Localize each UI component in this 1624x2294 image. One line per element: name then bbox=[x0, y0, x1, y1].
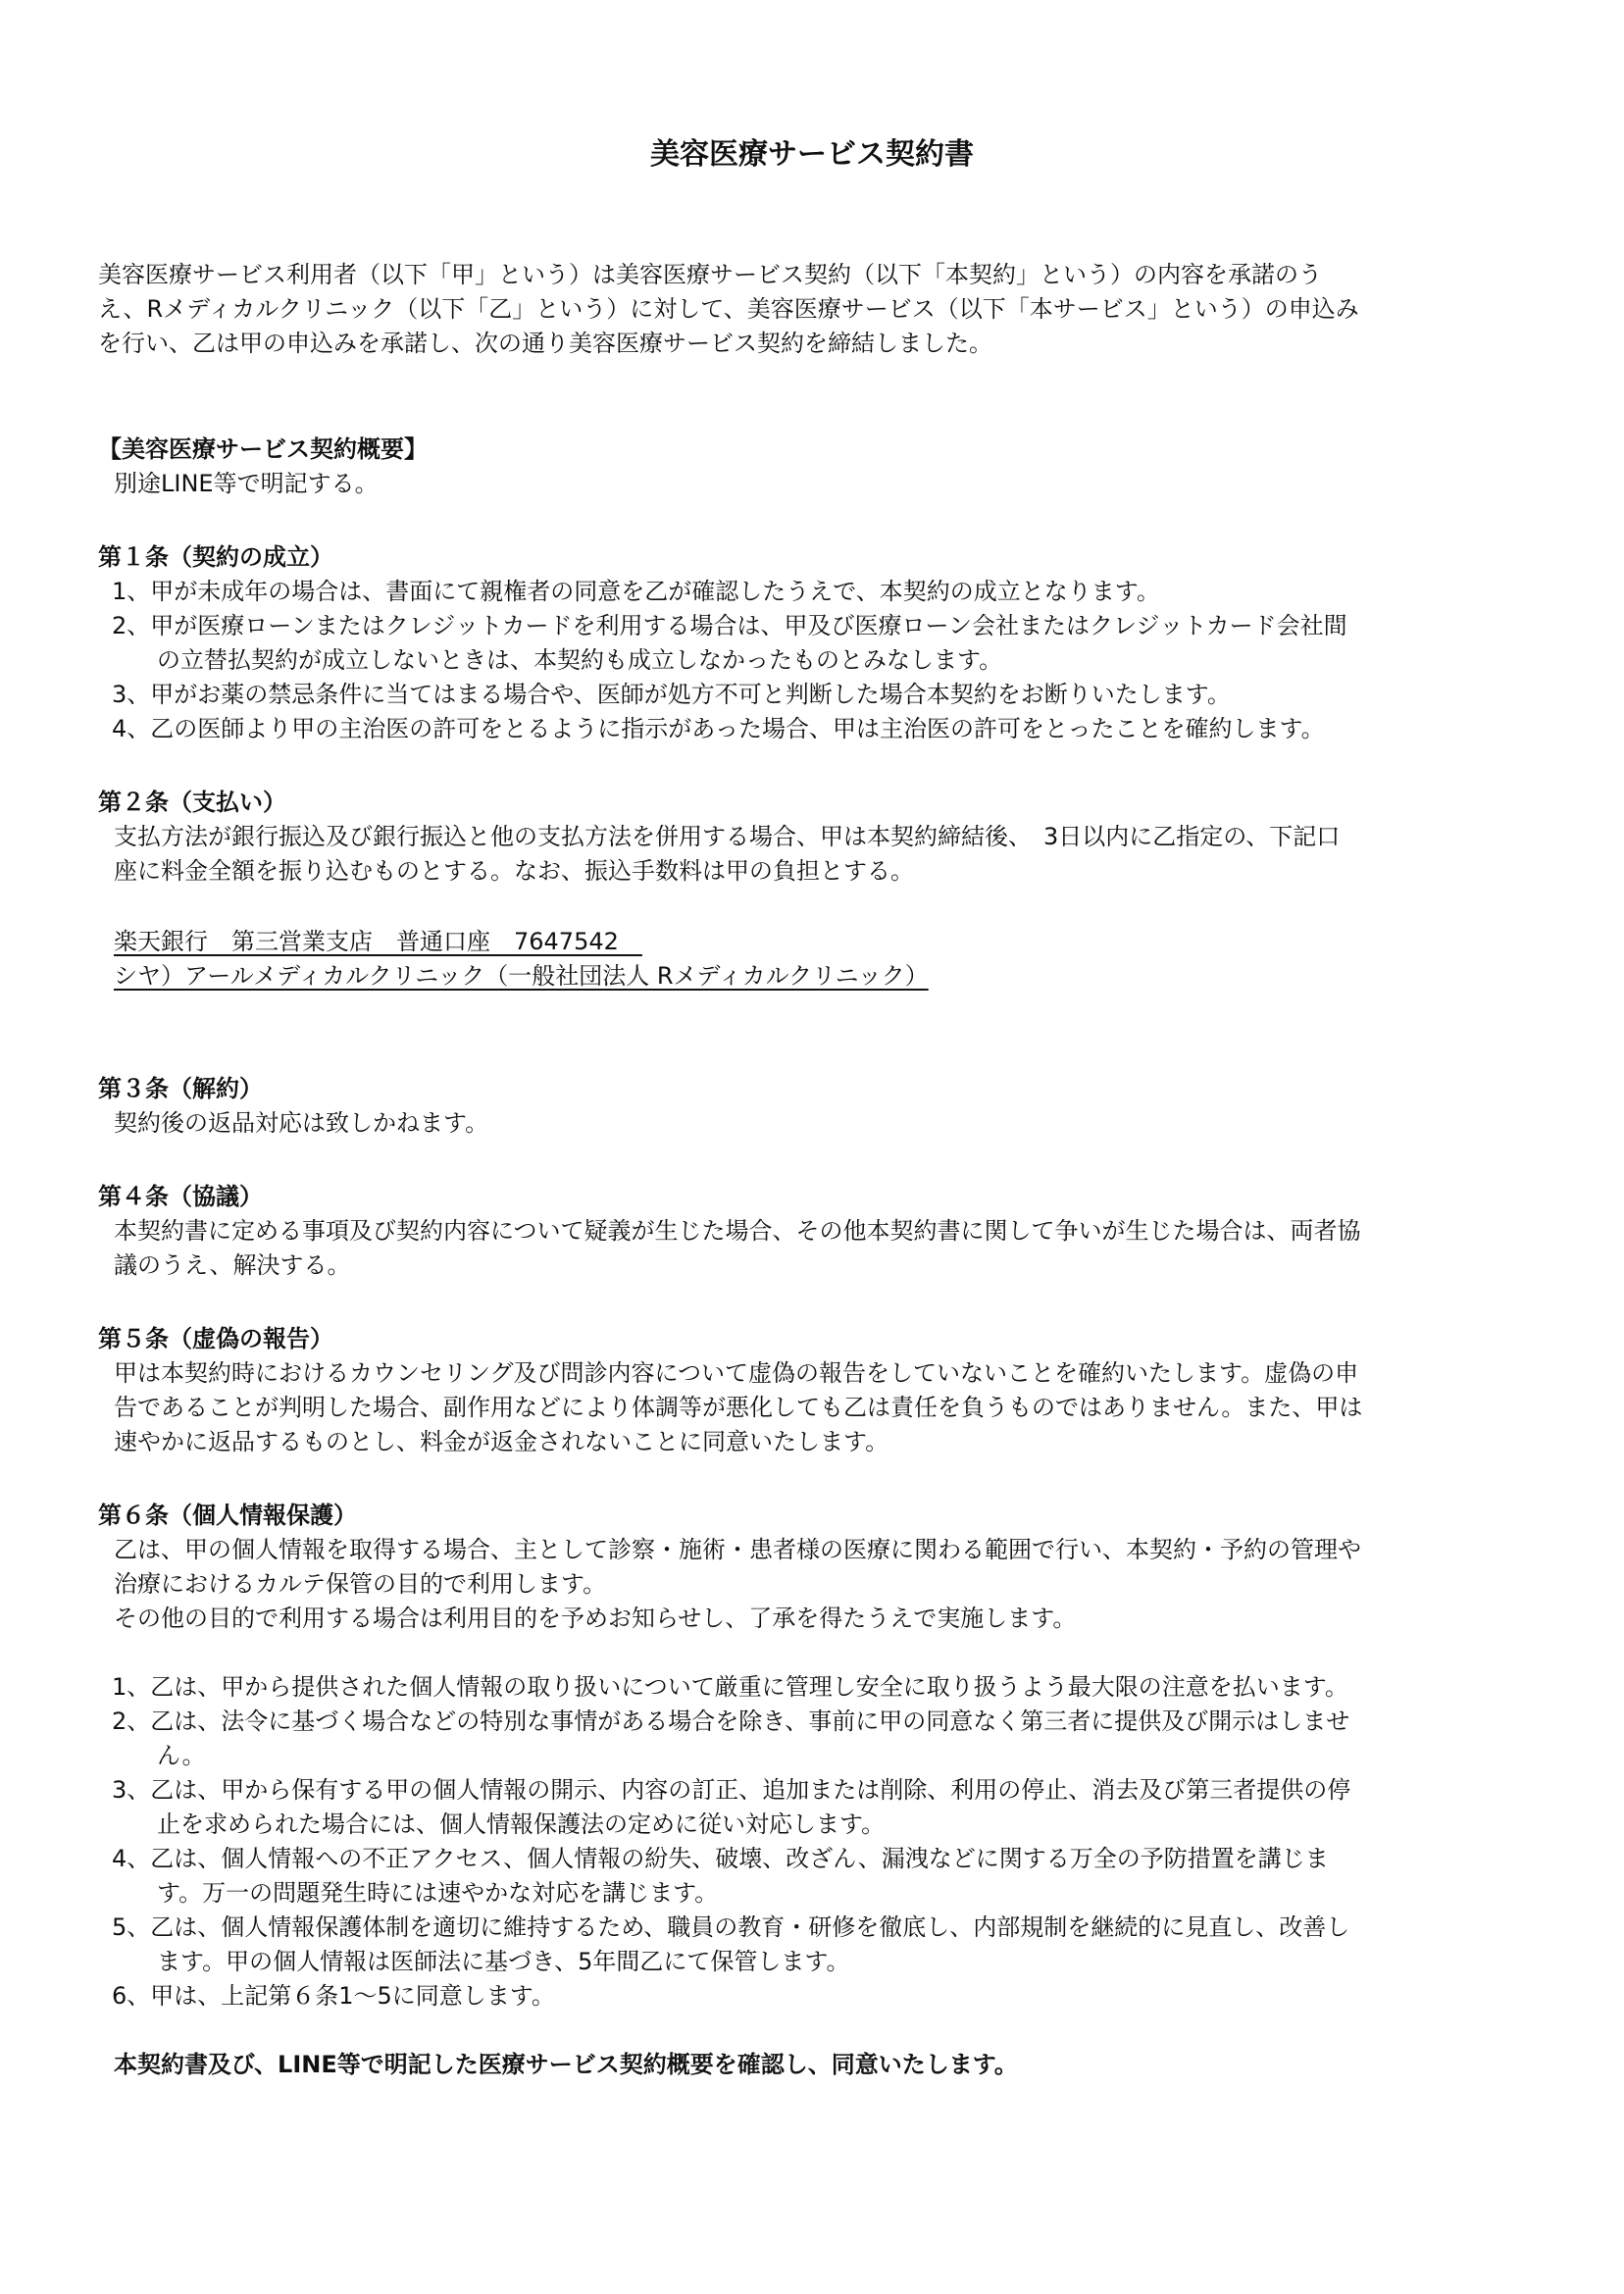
article-6-item: 3、乙は、甲から保有する甲の個人情報の開示、内容の訂正、追加または削除、利用の停止、消去及び第三者提供の停 bbox=[112, 1776, 1351, 1804]
article-6-item-continued: ん。 bbox=[157, 1742, 206, 1769]
intro-line: 美容医療サービス利用者（以下「甲」という）は美容医療サービス契約（以下「本契約」という）の内容を承諾のう bbox=[98, 261, 1322, 288]
article-2-text: 支払方法が銀行振込及び銀行振込と他の支払方法を併用する場合、甲は本契約締結後、 3日以内に乙指定の、下記口 bbox=[114, 823, 1341, 850]
article-4-heading: 第４条（協議） bbox=[98, 1183, 263, 1210]
article-6-item: 1、乙は、甲から提供された個人情報の取り扱いについて厳重に管理し安全に取り扱うよう最大限の注意を払います。 bbox=[112, 1673, 1348, 1701]
article-1-item: 3、甲がお薬の禁忌条件に当てはまる場合や、医師が処方不可と判断した場合本契約をお断りいたします。 bbox=[112, 681, 1231, 708]
article-6-item: 5、乙は、個人情報保護体制を適切に維持するため、職員の教育・研修を徹底し、内部規制を継続的に見直し、改善し bbox=[112, 1913, 1350, 1941]
article-5-heading: 第５条（虚偽の報告） bbox=[98, 1325, 333, 1352]
article-5-text: 告であることが判明した場合、副作用などにより体調等が悪化しても乙は責任を負うものではありません。また、甲は bbox=[114, 1394, 1363, 1421]
article-6-text: 治療におけるカルテ保管の目的で利用します。 bbox=[114, 1570, 607, 1598]
article-6-item: 6、甲は、上記第６条1～5に同意します。 bbox=[112, 1982, 555, 2010]
overview-heading: 【美容医療サービス契約概要】 bbox=[98, 435, 428, 463]
article-6-text: その他の目的で利用する場合は利用目的を予めお知らせし、了承を得たうえで実施します。 bbox=[114, 1605, 1077, 1632]
closing-statement: 本契約書及び、LINE等で明記した医療サービス契約概要を確認し、同意いたします。 bbox=[114, 2051, 1018, 2078]
article-2-heading: 第２条（支払い） bbox=[98, 789, 286, 816]
article-4-text: 本契約書に定める事項及び契約内容について疑義が生じた場合、その他本契約書に関して争いが生じた場合は、両者協 bbox=[114, 1217, 1361, 1245]
article-6-item: 4、乙は、個人情報への不正アクセス、個人情報の紛失、破壊、改ざん、漏洩などに関する万全の予防措置を講じま bbox=[112, 1845, 1329, 1872]
article-1-heading: 第１条（契約の成立） bbox=[98, 543, 333, 571]
overview-text: 別途LINE等で明記する。 bbox=[114, 470, 379, 497]
intro-line: を行い、乙は甲の申込みを承諾し、次の通り美容医療サービス契約を締結しました。 bbox=[98, 330, 992, 357]
article-1-item: 1、甲が未成年の場合は、書面にて親権者の同意を乙が確認したうえで、本契約の成立となります。 bbox=[112, 578, 1160, 605]
article-1-item: 4、乙の医師より甲の主治医の許可をとるように指示があった場合、甲は主治医の許可をとったことを確約します。 bbox=[112, 715, 1325, 742]
article-6-item: 2、乙は、法令に基づく場合などの特別な事情がある場合を除き、事前に甲の同意なく第三者に提供及び開示はしませ bbox=[112, 1708, 1350, 1735]
bank-account-line: 楽天銀行 第三営業支店 普通口座 7647542 bbox=[114, 928, 642, 955]
article-3-heading: 第３条（解約） bbox=[98, 1075, 263, 1102]
article-2-text: 座に料金全額を振り込むものとする。なお、振込手数料は甲の負担とする。 bbox=[114, 857, 914, 885]
document-title: 美容医療サービス契約書 bbox=[650, 137, 974, 172]
article-3-text: 契約後の返品対応は致しかねます。 bbox=[114, 1109, 489, 1137]
article-5-text: 速やかに返品するものとし、料金が返金されないことに同意いたします。 bbox=[114, 1428, 889, 1455]
article-1-item-continued: の立替払契約が成立しないときは、本契約も成立しなかったものとみなします。 bbox=[157, 646, 1003, 674]
article-6-item-continued: 止を求められた場合には、個人情報保護法の定めに従い対応します。 bbox=[157, 1810, 886, 1838]
article-6-text: 乙は、甲の個人情報を取得する場合、主として診察・施術・患者様の医療に関わる範囲で行い、本契約・予約の管理や bbox=[114, 1536, 1361, 1563]
article-6-heading: 第６条（個人情報保護） bbox=[98, 1502, 357, 1529]
account-holder-line: シヤ）アールメディカルクリニック（一般社団法人 Rメディカルクリニック） bbox=[114, 962, 929, 990]
article-6-item-continued: す。万一の問題発生時には速やかな対応を講じます。 bbox=[157, 1879, 719, 1907]
article-4-text: 議のうえ、解決する。 bbox=[114, 1251, 351, 1279]
intro-line: え、Rメディカルクリニック（以下「乙」という）に対して、美容医療サービス（以下「本サービス」という）の申込み bbox=[98, 295, 1359, 323]
article-5-text: 甲は本契約時におけるカウンセリング及び問診内容について虚偽の報告をしていないことを確約いたします。虚偽の申 bbox=[114, 1359, 1359, 1387]
article-6-item-continued: ます。甲の個人情報は医師法に基づき、5年間乙にて保管します。 bbox=[157, 1948, 850, 1975]
article-1-item: 2、甲が医療ローンまたはクレジットカードを利用する場合は、甲及び医療ローン会社またはクレジットカード会社間 bbox=[112, 612, 1347, 639]
